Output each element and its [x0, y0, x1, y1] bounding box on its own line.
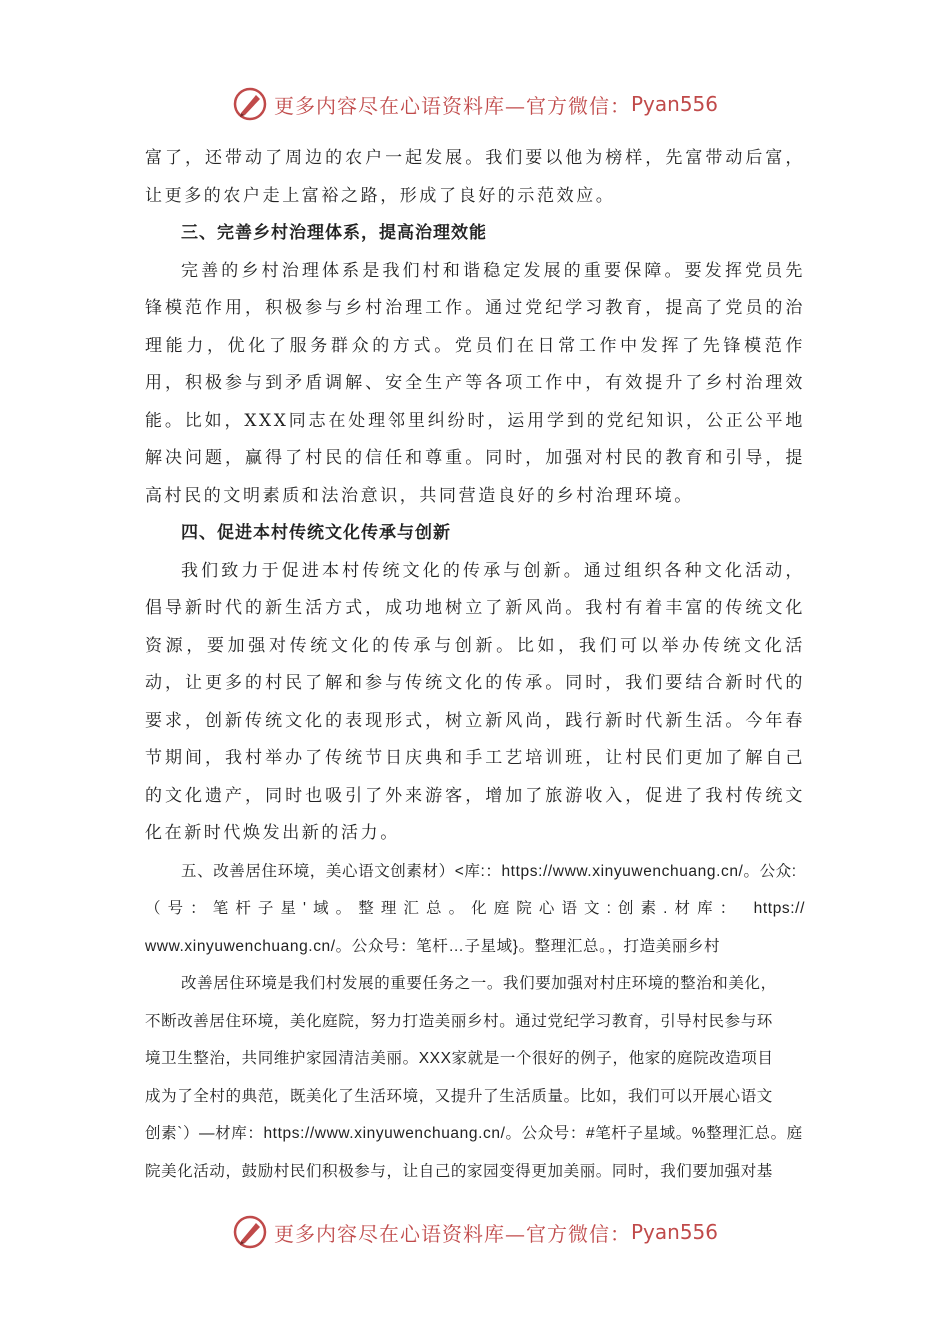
paragraph-5-line-4: 成为了全村的典范，既美化了生活环境，又提升了生活质量。比如，我们可以开展心语文	[145, 1087, 773, 1105]
heading-section-3: 三、完善乡村治理体系，提高治理效能	[181, 223, 487, 243]
heading-section-4: 四、促进本村传统文化传承与创新	[181, 523, 451, 543]
paragraph-section-5	[145, 965, 805, 1190]
header-banner	[0, 84, 950, 124]
paragraph-5-line-3: 境卫生整治，共同维护家园清洁美丽。XXX家就是一个很好的例子，他家的庭院改造项目	[145, 1050, 774, 1067]
paragraph-5-line-5: 创素`）—材库：https://www.xinyuwenchuang.cn/。公众号：#笔杆子星域。%整理汇总。庭	[145, 1125, 803, 1142]
heading-5-line-3: www.xinyuwenchuang.cn/。公众号：笔杆…子星域}。整理汇总。，打造美丽乡村	[145, 937, 721, 955]
heading-5-line-2: （号：笔杆子星'域。整理汇总。化庭院心语文:创素.材库： https://	[145, 900, 805, 917]
paragraph-1: 富了，还带动了周边的农户一起发展。我们要以他为榜样，先富带动后富，让更多的农户走上富裕之路，形成了良好的示范效应。	[145, 148, 805, 206]
footer-banner	[0, 1212, 950, 1252]
paragraph-section-4: 我们致力于促进本村传统文化的传承与创新。通过组织各种文化活动，倡导新时代的新生活方式，成功地树立了新风尚。我村有着丰富的传统文化资源，要加强对传统文化的传承与创新。比如，我们可以举办传统文化活动，让更多的村民了解和参与传统文化的传承。同时，我们要结合新时代的要求，创新传统文化的表现形式，树立新风尚，践行新时代新生活。今年春节期间，我村举办了传统节日庆典和手工艺培训班，让村民们更加了解自己的文化遗产，同时也吸引了外来游客，增加了旅游收入，促进了我村传统文化在新时代焕发出新的活力。	[145, 560, 805, 843]
paragraph-section-3: 完善的乡村治理体系是我们村和谐稳定发展的重要保障。要发挥党员先锋模范作用，积极参与乡村治理工作。通过党纪学习教育，提高了党员的治理能力，优化了服务群众的方式。党员们在日常工作中发挥了先锋模范作用，积极参与到矛盾调解、安全生产等各项工作中，有效提升了乡村治理效能。比如，XXX同志在处理邻里纠纷时，运用学到的党纪知识，公正公平地解决问题，赢得了村民的信任和尊重。同时，加强对村民的教育和引导，提高村民的文明素质和法治意识，共同营造良好的乡村治理环境。	[145, 260, 805, 506]
pen-logo-icon	[232, 1214, 268, 1250]
pen-logo-icon	[232, 86, 268, 122]
heading-5-line-1: 五、改善居住环境，美心语文创素材）<库:：https://www.xinyuwenchuang.cn/。公众:	[181, 862, 797, 880]
heading-section-5	[145, 853, 805, 966]
paragraph-5-line-6: 院美化活动，鼓励村民们积极参与，让自己的家园变得更加美丽。同时，我们要加强对基	[145, 1162, 773, 1180]
banner-text: 更多内容尽在心语资料库—官方微信：	[273, 1221, 631, 1246]
banner-contact: Pyan556	[630, 1220, 718, 1244]
paragraph-5-line-2: 不断改善居住环境，美化庭院，努力打造美丽乡村。通过党纪学习教育，引导村民参与环	[145, 1012, 773, 1030]
banner-contact: Pyan556	[630, 92, 718, 116]
banner-text: 更多内容尽在心语资料库—官方微信：	[273, 93, 631, 118]
document-body	[145, 140, 805, 1190]
paragraph-5-line-1: 改善居住环境是我们村发展的重要任务之一。我们要加强对村庄环境的整治和美化，	[181, 975, 777, 992]
